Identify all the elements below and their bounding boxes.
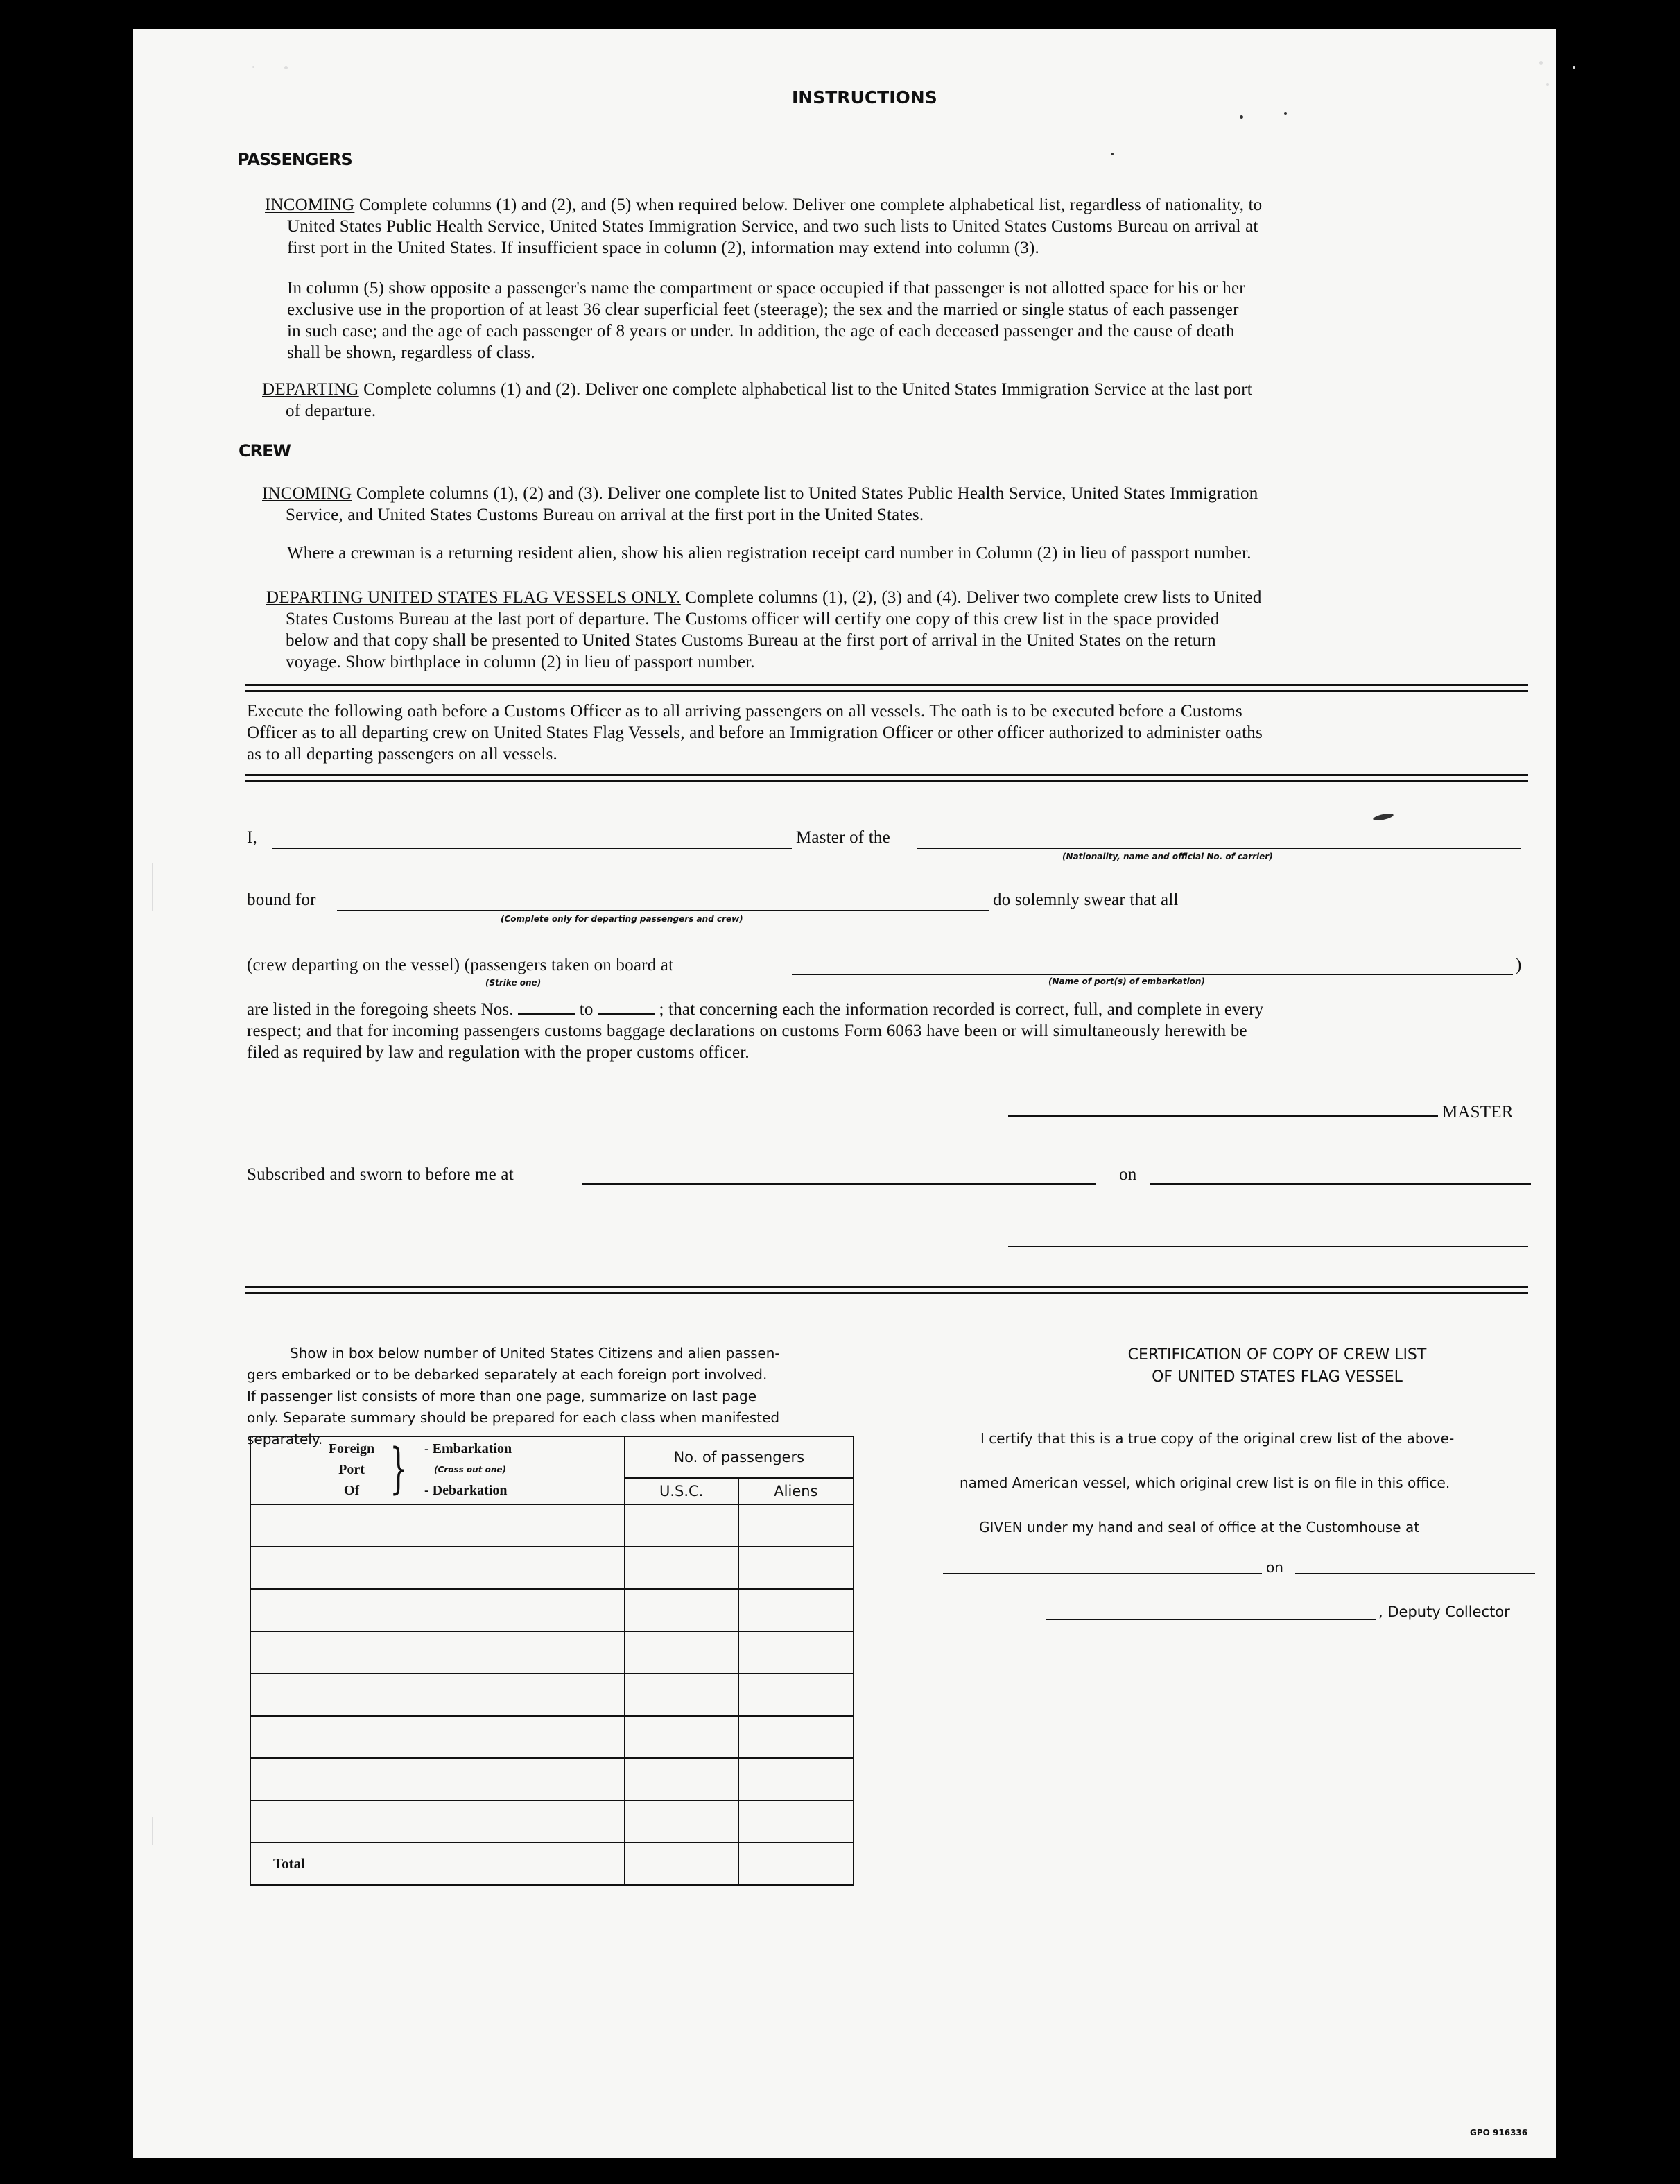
crew-departing-paragraph: DEPARTING UNITED STATES FLAG VESSELS ONLY. Complete columns (1), (2), (3) and (4). Deliver two complete crew lists to United States Customs Bureau at the last port of departure. The Customs officer will certify one copy of this crew list in the space provided below and that copy shall be presented to United States Customs Bureau at the first port of arrival in the United States on the return voyage. Show birthplace in column (2) in lieu of passport number.: [266, 588, 1262, 671]
scan-mark: [1284, 112, 1287, 115]
scan-mark: [1539, 61, 1543, 65]
page-title: INSTRUCTIONS: [792, 87, 937, 108]
close-paren: ): [1516, 956, 1522, 974]
scan-mark: [152, 863, 153, 911]
scan-mark: [1240, 115, 1243, 119]
table-row: [250, 1800, 854, 1843]
nationality-caption: (Nationality, name and official No. of carrier): [1062, 852, 1273, 861]
scan-mark: [1546, 83, 1549, 86]
customhouse-field[interactable]: [943, 1573, 1262, 1574]
passengers-heading: PASSENGERS: [237, 150, 352, 169]
bound-for-caption: (Complete only for departing passengers and crew): [501, 914, 743, 924]
master-of-label: Master of the: [796, 828, 890, 847]
sworn-date-field[interactable]: [1150, 1183, 1531, 1185]
certify-line-3: GIVEN under my hand and seal of office at the Customhouse at: [979, 1519, 1420, 1536]
master-name-field[interactable]: [272, 848, 792, 849]
scan-mark: [1573, 66, 1575, 69]
form-page: [133, 29, 1556, 2158]
crew-passengers-label: (crew departing on the vessel) (passengers taken on board at: [247, 956, 674, 974]
brace-glyph: }: [390, 1438, 408, 1500]
scan-mark: [1111, 153, 1114, 155]
resident-alien-note: Where a crewman is a returning resident alien, show his alien registration receipt card number in Column (2) in lieu of passport number.: [287, 544, 1252, 562]
table-row: [250, 1674, 854, 1716]
listed-sheets-paragraph: are listed in the foregoing sheets Nos. to ; that concerning each the information recorded is correct, full, and complete in every respect; and that for incoming passengers customs baggage declarations on customs Form 6063 have been or will simultaneously herewith be filed as required by law and regulation with the proper customs officer.: [247, 1000, 1264, 1062]
passengers-incoming-paragraph: INCOMING Complete columns (1) and (2), and (5) when required below. Deliver one complete alphabetical list, regardless of nationality, to United States Public Health Service, United States Immigration Service, and two such lists to United States Customs Bureau on arrival at first port in the United States. If insufficient space in column (2), information may extend into column (3).: [265, 196, 1263, 257]
carrier-field[interactable]: [917, 848, 1521, 849]
port-header-cell: Foreign Port Of } - Embarkation (Cross out one) - Debarkation: [250, 1436, 625, 1504]
officer-signature-field[interactable]: [1008, 1246, 1528, 1247]
crew-heading: CREW: [239, 441, 291, 461]
certify-line-1: I certify that this is a true copy of the original crew list of the above-: [980, 1430, 1455, 1447]
strike-caption: (Strike one): [485, 978, 542, 988]
total-aliens-cell[interactable]: [738, 1843, 854, 1885]
certify-line-2: named American vessel, which original crew list is on file in this office.: [960, 1474, 1450, 1491]
total-label: Total: [250, 1843, 625, 1885]
table-row: [250, 1631, 854, 1674]
ports-caption: (Name of port(s) of embarkation): [1048, 977, 1205, 986]
total-row: [250, 1843, 854, 1885]
oath-instructions: Execute the following oath before a Customs Officer as to all arriving passengers on all vessels. The oath is to be executed before a Customs Officer as to all departing crew on United States Flag Vessels, and before an Immigration Officer or other officer authorized to administer oaths as to all departing passengers on all vessels.: [247, 702, 1263, 764]
subscribed-label: Subscribed and sworn to before me at: [247, 1165, 514, 1184]
embarkation-ports-field[interactable]: [792, 974, 1513, 975]
crew-departing-label: DEPARTING UNITED STATES FLAG VESSELS ONLY.: [266, 588, 681, 607]
deputy-collector-label: , Deputy Collector: [1378, 1603, 1510, 1620]
crew-incoming-paragraph: INCOMING Complete columns (1), (2) and (3). Deliver one complete list to United States Public Health Service, United States Immigration Service, and United States Customs Bureau on arrival at the first port in the United States.: [262, 484, 1258, 524]
passengers-incoming-label: INCOMING: [265, 196, 355, 214]
section-divider: [245, 1286, 1528, 1294]
cert-date-field[interactable]: [1295, 1573, 1535, 1574]
passenger-summary-table: [250, 1436, 854, 1886]
scan-mark: [284, 66, 288, 69]
bound-for-field[interactable]: [337, 910, 989, 911]
sheet-to-field[interactable]: [598, 999, 655, 1015]
passengers-departing-label: DEPARTING: [262, 380, 359, 399]
certification-heading: CERTIFICATION OF COPY OF CREW LIST OF UNITED STATES FLAG VESSEL: [1127, 1346, 1427, 1386]
table-row: [250, 1504, 854, 1547]
section-divider: [245, 684, 1528, 692]
sworn-on-label: on: [1119, 1165, 1137, 1184]
column5-paragraph: In column (5) show opposite a passenger's name the compartment or space occupied if that passenger is not allotted space for his or her exclusive use in the proportion of at least 36 clear superficial feet (steerage); the sex and the married or single status of each passenger in such case; and the age of each passenger of 8 years or under. In addition, the age of each deceased passenger and the cause of death shall be shown, regardless of class.: [287, 279, 1245, 362]
section-divider: [245, 774, 1528, 782]
gpo-code: GPO 916336: [1470, 2128, 1528, 2138]
no-passengers-header: No. of passengers: [625, 1436, 854, 1478]
summary-instructions: Show in box below number of United States Citizens and alien passen- gers embarked or to be debarked separately at each foreign port involved. If passenger list consists of more than one page, summarize on last page only. Separate summary should be prepared for each class when manifested separately.: [247, 1345, 780, 1447]
scan-mark: [252, 66, 254, 68]
table-row: [250, 1547, 854, 1589]
bound-for-label: bound for: [247, 891, 316, 909]
crew-incoming-label: INCOMING: [262, 484, 352, 503]
cert-on-label: on: [1266, 1559, 1283, 1576]
table-row: [250, 1758, 854, 1800]
table-row: [250, 1716, 854, 1758]
usc-header: U.S.C.: [625, 1478, 738, 1504]
scan-mark: [152, 1817, 153, 1845]
deputy-signature-field[interactable]: [1046, 1619, 1376, 1620]
solemnly-swear-label: do solemnly swear that all: [993, 891, 1179, 909]
passengers-departing-paragraph: DEPARTING Complete columns (1) and (2). Deliver one complete alphabetical list to the United States Immigration Service at the last port of departure.: [262, 380, 1252, 420]
scan-mark: [1372, 812, 1394, 822]
sworn-at-field[interactable]: [582, 1183, 1096, 1185]
sheet-from-field[interactable]: [518, 999, 575, 1015]
master-signature-field[interactable]: [1008, 1115, 1438, 1117]
total-usc-cell[interactable]: [625, 1843, 738, 1885]
oath-i-label: I,: [247, 828, 257, 847]
master-label: MASTER: [1442, 1103, 1514, 1121]
table-row: [250, 1589, 854, 1631]
aliens-header: Aliens: [738, 1478, 854, 1504]
